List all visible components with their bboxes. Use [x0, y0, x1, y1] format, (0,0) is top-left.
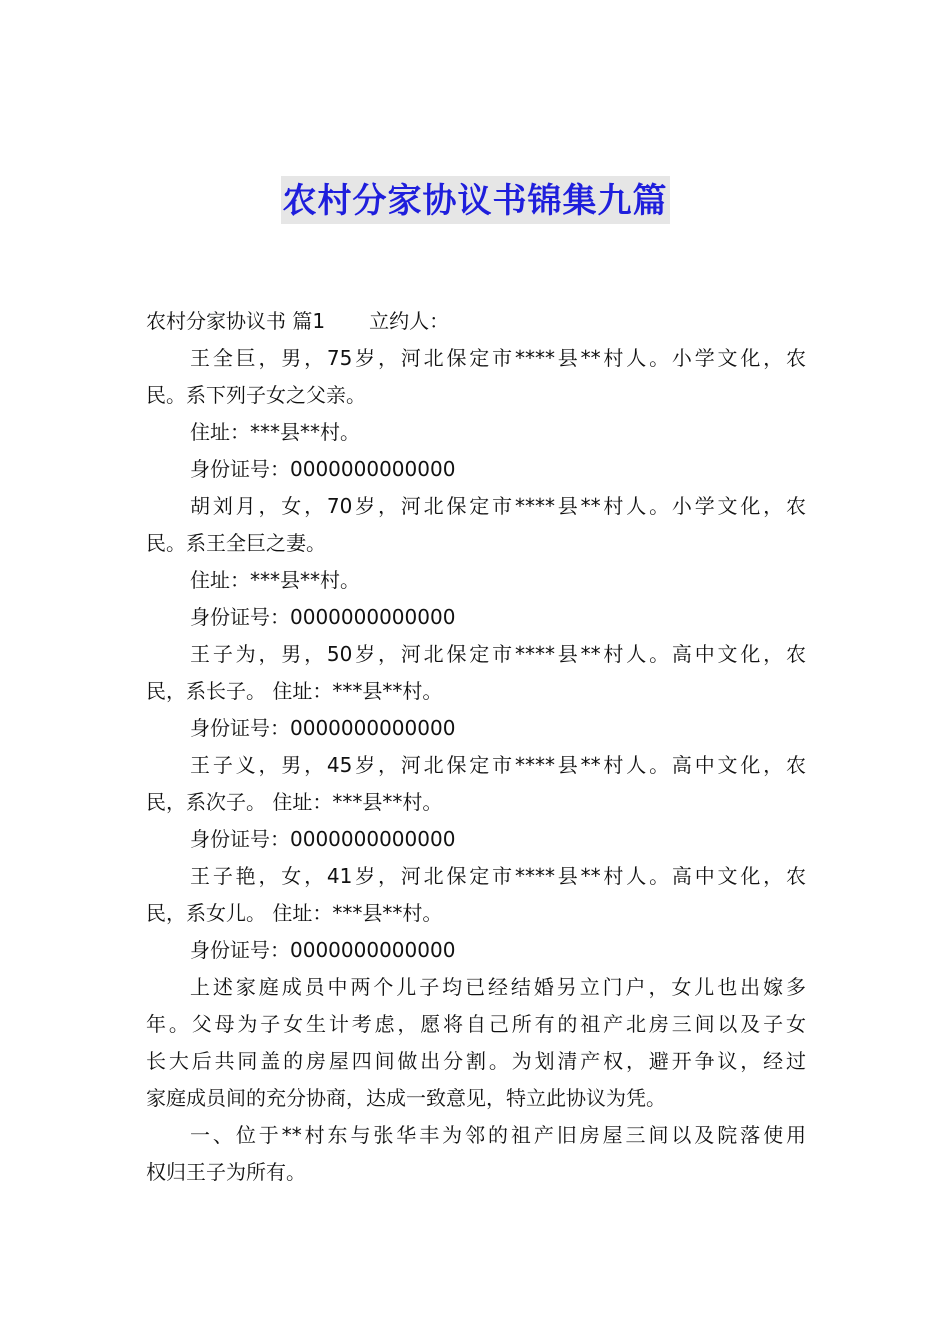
paragraph-line: 民，系长子。 住址：***县**村。: [146, 679, 443, 703]
paragraph-line: 上述家庭成员中两个儿子均已经结婚另立门户，女儿也出嫁多: [190, 975, 806, 999]
id-number-line: 身份证号：0000000000000: [190, 938, 456, 962]
id-number-line: 身份证号：0000000000000: [190, 827, 456, 851]
paragraph-line: 权归王子为所有。: [146, 1160, 306, 1184]
paragraph-line: 王全巨，男，75岁，河北保定市****县**村人。小学文化，农: [190, 346, 806, 370]
paragraph-line: 一、位于**村东与张华丰为邻的祖产旧房屋三间以及院落使用: [190, 1123, 806, 1147]
paragraph-line: 家庭成员间的充分协商，达成一致意见，特立此协议为凭。: [146, 1086, 666, 1110]
paragraph-line: 民，系次子。 住址：***县**村。: [146, 790, 443, 814]
section-heading: 农村分家协议书 篇1: [146, 309, 326, 333]
paragraph-line: 王子艳，女，41岁，河北保定市****县**村人。高中文化，农: [190, 864, 806, 888]
title-container: [0, 176, 950, 224]
paragraph-line: 年。父母为子女生计考虑，愿将自己所有的祖产北房三间以及子女: [146, 1012, 806, 1036]
paragraph-line: 王子义，男，45岁，河北保定市****县**村人。高中文化，农: [190, 753, 806, 777]
address-line: 住址：***县**村。: [190, 420, 360, 444]
section-heading-line: [146, 303, 806, 340]
parties-label: 立约人：: [369, 309, 450, 333]
paragraph-line: 民。系王全巨之妻。: [146, 531, 326, 555]
paragraph-line: 长大后共同盖的房屋四间做出分割。为划清产权，避开争议，经过: [146, 1049, 806, 1073]
paragraph-line: 民，系女儿。 住址：***县**村。: [146, 901, 443, 925]
address-line: 住址：***县**村。: [190, 568, 360, 592]
paragraph-line: 胡刘月，女，70岁，河北保定市****县**村人。小学文化，农: [190, 494, 806, 518]
paragraph-line: 民。系下列子女之父亲。: [146, 383, 366, 407]
document-title: 农村分家协议书锦集九篇: [281, 176, 670, 224]
id-number-line: 身份证号：0000000000000: [190, 605, 456, 629]
id-number-line: 身份证号：0000000000000: [190, 716, 456, 740]
document-body: [146, 303, 806, 1191]
id-number-line: 身份证号：0000000000000: [190, 457, 456, 481]
paragraph-line: 王子为，男，50岁，河北保定市****县**村人。高中文化，农: [190, 642, 806, 666]
